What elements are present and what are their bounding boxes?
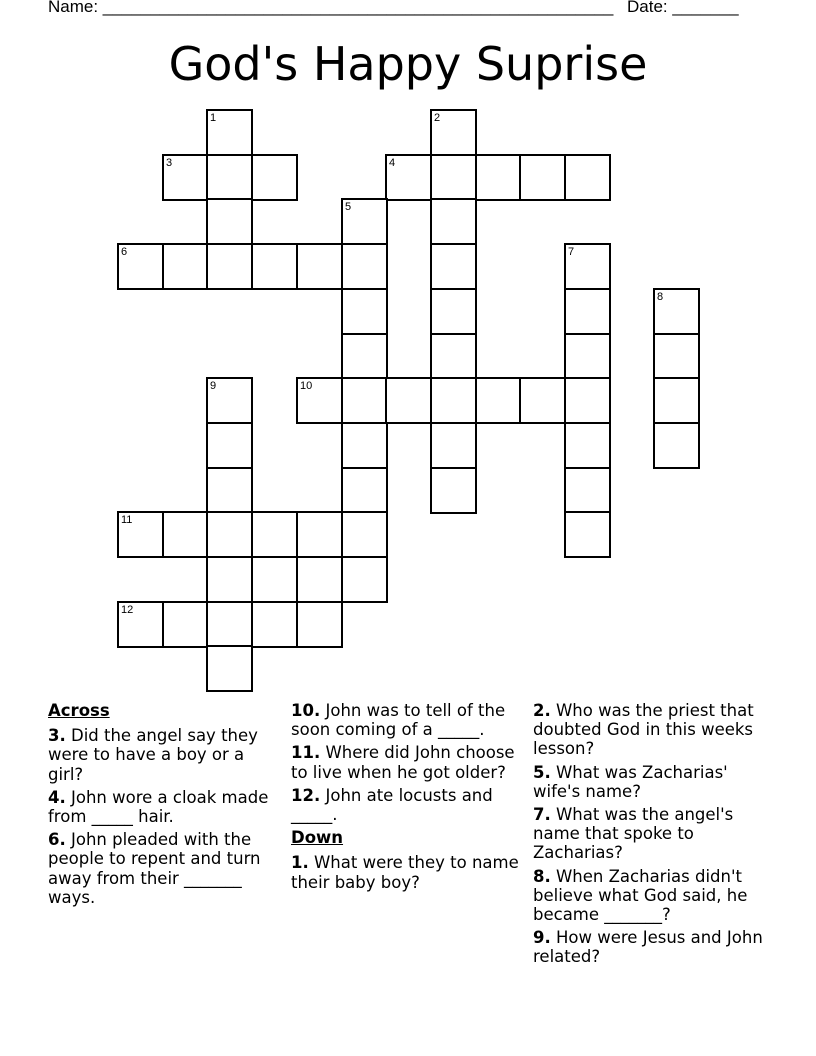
grid-cell[interactable] — [117, 601, 164, 648]
grid-cell[interactable] — [251, 511, 298, 558]
grid-cell[interactable] — [430, 243, 477, 290]
grid-cell[interactable] — [519, 377, 566, 424]
clue-item-text: John ate locusts and _____. — [291, 785, 493, 825]
clue-item-text: John wore a cloak made from _____ hair. — [48, 787, 269, 827]
grid-cell[interactable] — [206, 154, 253, 201]
grid-cell[interactable] — [385, 154, 432, 201]
clue-item-text: When Zacharias didn't believe what God said, he became _______? — [533, 866, 748, 925]
grid-cell[interactable] — [206, 511, 253, 558]
grid-cell[interactable] — [117, 243, 164, 290]
clue-number-label: 2 — [434, 112, 441, 124]
name-field-line: Name: ______________________________________________________ — [48, 0, 614, 16]
clue-item-number: 5. — [533, 762, 551, 782]
grid-cell[interactable] — [162, 243, 209, 290]
clue-number-label: 6 — [121, 246, 128, 258]
grid-cell[interactable] — [206, 377, 253, 424]
grid-cell[interactable] — [653, 422, 700, 469]
clue-item-text: Where did John choose to live when he got older? — [291, 743, 515, 782]
grid-cell[interactable] — [653, 333, 700, 380]
grid-cell[interactable] — [564, 333, 611, 380]
clue-item-text: John was to tell of the soon coming of a _____. — [291, 701, 506, 740]
grid-cell[interactable] — [475, 377, 522, 424]
grid-cell[interactable] — [564, 377, 611, 424]
down-clue-list-continued — [533, 701, 778, 967]
grid-cell[interactable] — [341, 377, 388, 424]
clue-item-number: 3. — [48, 726, 66, 746]
clue-item-text: Who was the priest that doubted God in this weeks lesson? — [533, 701, 754, 759]
across-clue-list-continued — [291, 701, 519, 824]
clue-item-text: How were Jesus and John related? — [533, 928, 763, 967]
grid-cell[interactable] — [117, 511, 164, 558]
clue-item-text: Did the angel say they were to have a boy or a girl? — [48, 726, 258, 784]
grid-cell[interactable] — [296, 243, 343, 290]
grid-cell[interactable] — [653, 288, 700, 335]
clue-item — [291, 743, 519, 781]
grid-cell[interactable] — [296, 511, 343, 558]
clue-item — [533, 867, 778, 925]
clue-item-number: 4. — [48, 787, 66, 807]
clue-item — [533, 928, 778, 966]
clue-number-label: 3 — [166, 157, 173, 169]
clue-item-number: 8. — [533, 866, 551, 886]
grid-cell[interactable] — [564, 154, 611, 201]
grid-cell[interactable] — [430, 198, 477, 245]
clue-item-text: John pleaded with the people to repent and turn away from their _______ ways. — [48, 830, 261, 907]
grid-cell[interactable] — [519, 154, 566, 201]
grid-cell[interactable] — [162, 601, 209, 648]
grid-cell[interactable] — [341, 422, 388, 469]
grid-cell[interactable] — [341, 556, 388, 603]
clue-item-text: What were they to name their baby boy? — [291, 853, 519, 892]
grid-cell[interactable] — [341, 511, 388, 558]
clue-item-number: 10. — [291, 701, 321, 720]
clue-number-label: 1 — [210, 112, 217, 124]
grid-cell[interactable] — [564, 243, 611, 290]
clue-number-label: 11 — [121, 514, 133, 526]
clue-item — [533, 701, 778, 759]
grid-cell[interactable] — [564, 288, 611, 335]
grid-cell[interactable] — [475, 154, 522, 201]
clue-item — [533, 763, 778, 801]
clue-column-3 — [533, 701, 778, 971]
clue-number-label: 8 — [657, 291, 664, 303]
grid-cell[interactable] — [430, 377, 477, 424]
grid-cell[interactable] — [341, 243, 388, 290]
grid-cell[interactable] — [296, 377, 343, 424]
clue-item-number: 9. — [533, 928, 551, 948]
across-heading: Across — [48, 701, 110, 720]
date-field-line: Date: _______ — [627, 0, 739, 16]
grid-cell[interactable] — [430, 422, 477, 469]
clue-number-label: 4 — [389, 157, 396, 169]
grid-cell[interactable] — [206, 645, 253, 692]
grid-cell[interactable] — [162, 511, 209, 558]
clue-item — [48, 726, 276, 784]
grid-cell[interactable] — [653, 377, 700, 424]
grid-cell[interactable] — [206, 467, 253, 514]
clue-item — [291, 853, 519, 891]
clue-item — [533, 805, 778, 863]
clue-item — [291, 786, 519, 824]
grid-cell[interactable] — [430, 154, 477, 201]
clue-column-1 — [48, 701, 276, 911]
clue-column-2 — [291, 701, 519, 896]
clue-item-number: 12. — [291, 785, 321, 805]
clue-item-number: 2. — [533, 701, 551, 720]
grid-cell[interactable] — [341, 467, 388, 514]
down-heading: Down — [291, 828, 344, 848]
grid-cell[interactable] — [251, 556, 298, 603]
grid-cell[interactable] — [341, 198, 388, 245]
grid-cell[interactable] — [430, 288, 477, 335]
clue-number-label: 10 — [300, 380, 313, 392]
clue-number-label: 7 — [568, 246, 575, 258]
grid-cell[interactable] — [251, 601, 298, 648]
clue-number-label: 9 — [210, 380, 217, 392]
across-clue-list — [48, 726, 276, 907]
grid-cell[interactable] — [430, 333, 477, 380]
grid-cell[interactable] — [206, 109, 253, 156]
clue-item-text: What was Zacharias' wife's name? — [533, 762, 728, 801]
grid-cell[interactable] — [251, 243, 298, 290]
clue-item-number: 11. — [291, 743, 321, 763]
grid-cell[interactable] — [296, 601, 343, 648]
grid-cell[interactable] — [564, 511, 611, 558]
clue-item-text: What was the angel's name that spoke to Zacharias? — [533, 805, 734, 863]
down-clue-list — [291, 853, 519, 891]
grid-cell[interactable] — [206, 556, 253, 603]
grid-cell[interactable] — [385, 377, 432, 424]
clue-item — [48, 830, 276, 907]
grid-cell[interactable] — [341, 288, 388, 335]
grid-cell[interactable] — [341, 333, 388, 380]
grid-cell[interactable] — [162, 154, 209, 201]
grid-cell[interactable] — [564, 467, 611, 514]
grid-cell[interactable] — [206, 243, 253, 290]
grid-cell[interactable] — [430, 109, 477, 156]
clue-number-label: 5 — [345, 201, 352, 213]
clue-item-number: 6. — [48, 830, 66, 850]
grid-cell[interactable] — [206, 198, 253, 245]
grid-cell[interactable] — [296, 556, 343, 603]
clue-item-number: 1. — [291, 853, 309, 873]
puzzle-title: God's Happy Suprise — [168, 37, 648, 91]
grid-cell[interactable] — [206, 422, 253, 469]
grid-cell[interactable] — [206, 601, 253, 648]
grid-cell[interactable] — [564, 422, 611, 469]
clue-item — [291, 701, 519, 739]
grid-cell[interactable] — [251, 154, 298, 201]
clue-item-number: 7. — [533, 805, 551, 825]
grid-cell[interactable] — [430, 467, 477, 514]
clue-number-label: 12 — [121, 604, 134, 616]
clue-item — [48, 788, 276, 826]
